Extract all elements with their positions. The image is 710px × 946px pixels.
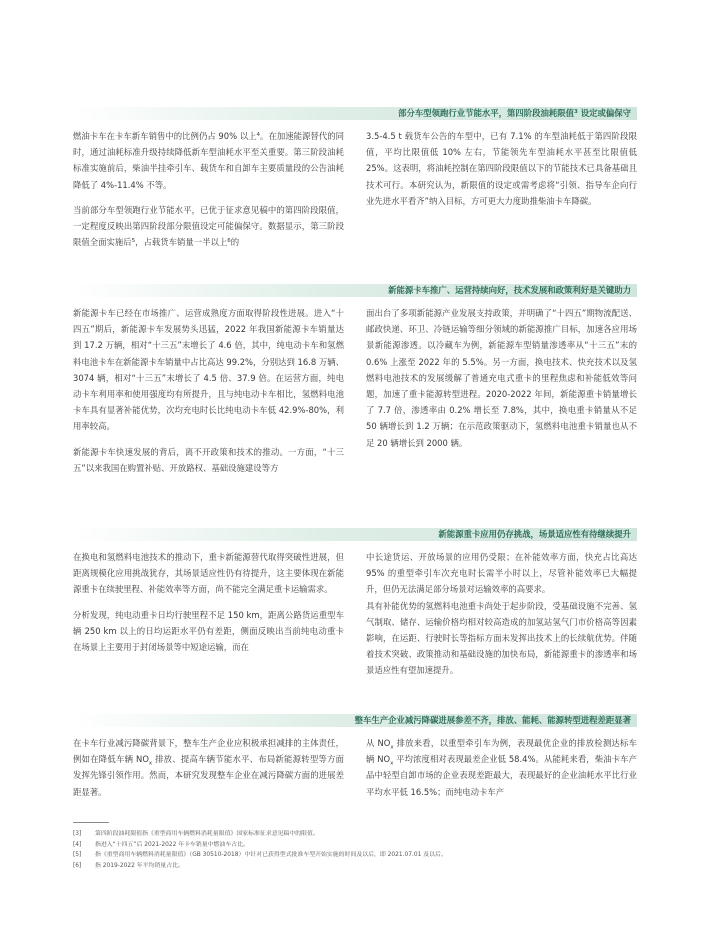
paragraph: 在换电和氢燃料电池技术的推动下，重卡新能源替代取得突破性进展，但距离规模化应用挑战犹存，其场景适应性仍有待提升，这主要体现在新能源重卡在续驶里程、补能效率等方面，尚不能完全满足重卡运输需求。 [73, 552, 344, 595]
section-title-bar: 整车生产企业减污降碳进展参差不齐，排放、能耗、能源转型进程差距显著 [73, 714, 637, 727]
right-column [366, 305, 637, 485]
section-title-bar: 新能源卡车推广、运营持续向好，技术发展和政策利好是关键助力 [73, 284, 637, 297]
right-column [366, 549, 637, 688]
left-column [73, 305, 344, 485]
paragraph: 面出台了多项新能源产业发展支持政策，并明确了“十四五”期物流配送、邮政快递、环卫、冷链运输等细分领域的新能源推广目标，加速各应用场景新能源渗透。以冷藏车为例，新能源车型销量渗透率从“十三五”末的 0.6% 上涨至 2022 年的 5.5%。另一方面，换电技术、快充技术以及氢燃料电池技术的发展缓解了普通充电式重卡的里程焦虑和补能低效等问题，加速了重卡能源转型进程。2020-2022 年间，新能源重卡销量增长了 7.7 倍，渗透率由 0.2% 增长至 7.8%，其中，换电重卡销量从不足 50 辆增长到 1.2 万辆；在示范政策驱动下，氢燃料电池重卡销量也从不足 20 辆增长到 2000 辆。 [366, 308, 637, 448]
paragraph: 新能源卡车已经在市场推广、运营成熟度方面取得阶段性进展。进入“十四五”期后，新能源卡车发展势头迅猛，2022 年我国新能源卡车销量达到 17.2 万辆，相对“十三五”末增长了 4.6 倍，其中，纯电动卡车和氢燃料电池卡车在新能源卡车销量中占比高达 99.2%，分别达到 16.8 万辆、3074 辆，相对“十三五”末增长了 4.5 倍、37.9 倍。在运营方面，纯电动卡车利用率和使用强度均有所提升，且与纯电动卡车相比，氢燃料电池卡车具有显著补能优势，次均充电时长比纯电动卡车低 42.9%-80%，利用率较高。 [73, 308, 344, 432]
section-title-bar: 新能源重卡应用仍存挑战，场景适应性有待继续提升 [73, 528, 637, 541]
section-title-bar: 部分车型领跑行业节能水平，第四阶段油耗限值$^3$ 设定或偏保守 [73, 107, 637, 120]
right-column [366, 128, 637, 259]
left-column [73, 735, 344, 809]
paragraph: 在卡车行业减污降碳背景下，整车生产企业应积极承担减排的主体责任，例如在降低车辆 $NO_x$ 排放、提高车辆节能水平、布局新能源转型等方面发挥先锋引领作用。然而，本研究发现整车企业在减污降碳方面的进展差距显著。 [73, 738, 344, 797]
footnote-divider [73, 822, 109, 823]
footnote-ref: 6 [227, 238, 231, 245]
footnote-ref: 4 [256, 132, 261, 138]
paragraph: 分析发现，纯电动重卡日均行驶里程不足 150 km，距离公路货运重型车辆 250 km 以上的日均运距水平仍有差距，侧面反映出当前纯电动重卡在场景上主要用于封闭场景等中短途运输，而在 [73, 609, 344, 653]
paragraph: 中长途货运、开放场景的应用仍受限；在补能效率方面，快充占比高达 95% 的重型牵引车次充电时长需半小时以上，尽管补能效率已大幅提升，但仍无法满足部分场景对运输效率的高要求。 [366, 552, 637, 595]
paragraph: 新能源卡车快速发展的背后，离不开政策和技术的推动。一方面，“十三五”以来我国在购置补贴、开放路权、基础设施建设等方 [73, 446, 344, 473]
left-column [73, 549, 344, 688]
footnote: [4] 指进入“十四五”后 2021-2022 年卡车销量中燃油车占比。 [73, 841, 249, 848]
left-column [73, 128, 344, 259]
footnote-ref: 5 [131, 238, 136, 245]
section-heavy-truck-challenges [73, 528, 637, 688]
section-oem-progress [73, 714, 637, 809]
paragraph: 具有补能优势的氢燃料电池重卡尚处于起步阶段，受基础设施不完善、氢气制取、储存、运输价格均相对较高造成的加氢站氢气门市价格高等因素影响，在运距、行驶时长等指标方面未发挥出技术上的长续航优势。伴随着技术突破、政策推动和基础设施的加快布局，新能源重卡的渗透率和场景适应性有望加速提升。 [366, 600, 637, 676]
section-energy-saving [73, 107, 637, 259]
paragraph: 3.5-4.5 t 载货车公告的车型中，已有 7.1% 的车型油耗低于第四阶段限值，平均比限值低 10% 左右，节能领先车型油耗水平甚至比限值低 25%。这表明，将油耗控制在第四阶段限值以下的节能技术已具备基础且技术可行。本研究认为，新限值的设定或需考虑将“引领、指导车企向行业先进水平看齐”纳入目标，方可更大力度助推柴油卡车降碳。 [366, 131, 637, 206]
right-column [366, 735, 637, 809]
footnote: [6] 指 2019-2022 年平均销量占比。 [73, 862, 184, 869]
paragraph: 从 $NO_x$ 排放来看，以重型牵引车为例，表现最优企业的排放检测达标车辆 $NO_x$ 平均浓度相对表现最差企业低 58.4%。从能耗来看，柴油卡车产品中轻型自卸市场的企业表现差距最大，表现最好的企业油耗水平比行业平均水平低 16.5%；而纯电动卡车产 [366, 738, 637, 797]
footnote: [5] 指《重型商用车辆燃料消耗量限值》（GB 30510-2018）中针对已获得型式批准车型开始实施的时间及以后，即 2021.07.01 及以后。 [73, 852, 447, 859]
footnotes [73, 822, 637, 871]
paragraph: 燃油卡车在卡车新车销售中的比例仍占 90% 以上$^4$。在加速能源替代的同时，通过油耗标准升级持续降低新车型油耗水平至关重要。第三阶段油耗标准实施前后，柴油半挂牵引车、载货车和自卸车主要质量段的公告油耗降低了 4%-11.4% 不等。 [73, 131, 344, 190]
footnote-ref: 3 [574, 109, 578, 115]
paragraph: 当前部分车型领跑行业节能水平，已优于征求意见稿中的第四阶段限值，一定程度反映出第四阶段部分限值设定可能偏保守。数据显示，第三阶段限值全面实施后$^5$，占载货车销量一半以上$^6$的 [73, 204, 344, 248]
section-nev-promotion [73, 284, 637, 485]
footnote: [3] 第四阶段油耗限值指《重型商用车辆燃料消耗量限值》国家标准征求意见稿中的限值。 [73, 831, 319, 837]
